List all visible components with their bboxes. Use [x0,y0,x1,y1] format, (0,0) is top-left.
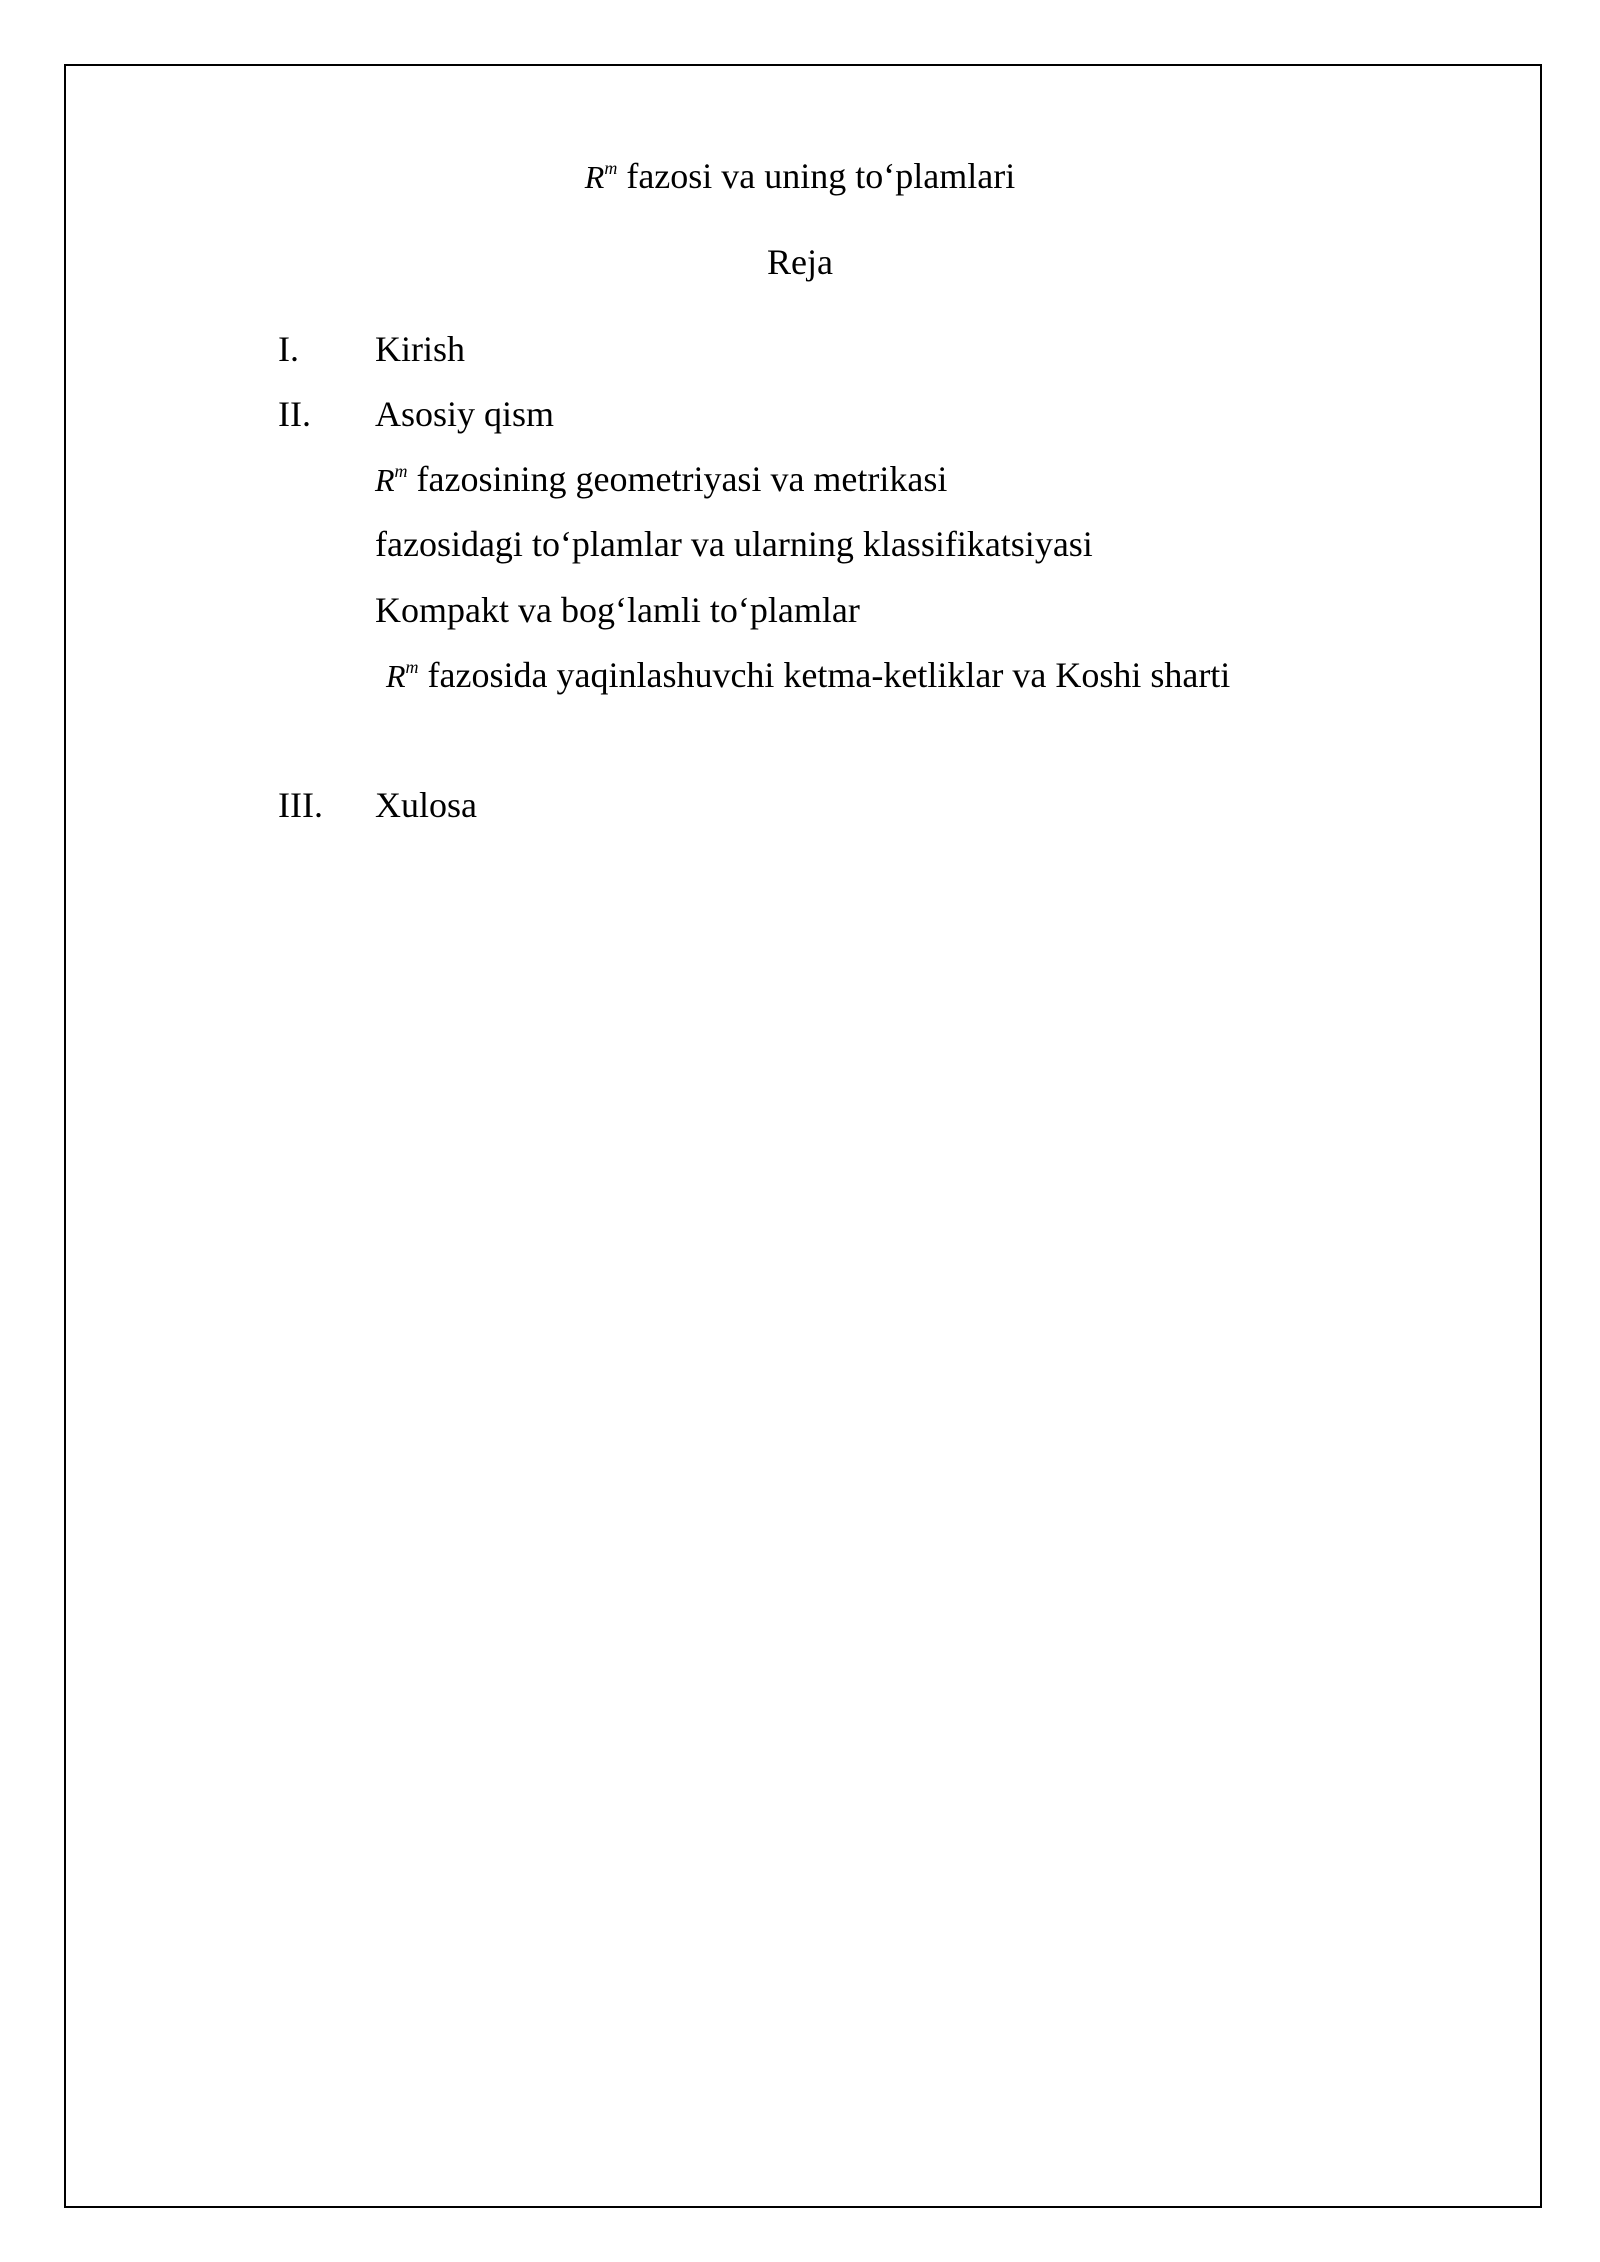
document-title [0,154,1600,199]
page-border [64,64,1542,2208]
section-label: Kirish [375,329,465,369]
section-label: Asosiy qism [375,394,555,434]
subitem-text: Kompakt va bog‘lamli to‘plamlar [375,590,860,630]
subitem-text: fazosidagi to‘plamlar va ularning klassifikatsiyasi [375,524,1093,564]
outline-subitem-3 [375,588,860,632]
title-math-symbol: $R^m$ [584,158,618,195]
outline-subitem-1 [375,457,947,502]
subitem-math-symbol: $R^m$ [386,657,419,694]
outline-subitem-2 [375,522,1093,566]
outline-subitem-4 [386,653,1230,698]
section-numeral: I. [278,329,299,369]
subitem-text: fazosida yaqinlashuvchi ketma-ketliklar va Koshi sharti [427,655,1231,695]
section-numeral: III. [278,785,323,825]
subitem-text: fazosining geometriyasi va metrikasi [416,459,948,499]
section-label: Xulosa [375,785,477,825]
subitem-math-symbol: $R^m$ [375,461,408,498]
plan-heading: Reja [767,242,833,282]
title-text: fazosi va uning to‘plamlari [626,156,1016,196]
section-numeral: II. [278,394,311,434]
